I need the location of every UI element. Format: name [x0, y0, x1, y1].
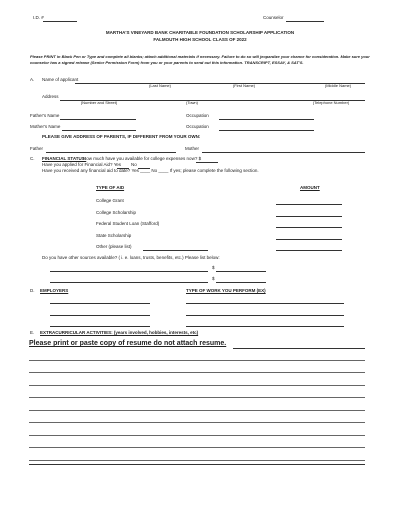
available-amount-field[interactable] — [196, 162, 218, 163]
activities-line-4[interactable] — [29, 397, 365, 398]
work-type-3-field[interactable] — [186, 326, 344, 327]
other-source-1-dollar: $ — [212, 265, 215, 270]
activities-line-6[interactable] — [29, 422, 365, 423]
parents-address-note: PLEASE GIVE ADDRESS OF PARENTS, IF DIFFERENT FROM YOUR OWN: — [42, 134, 201, 139]
other-source-1-amount-field[interactable] — [216, 271, 266, 272]
state-scholarship-amount-field[interactable] — [276, 239, 342, 240]
form-subtitle: FALMOUTH HIGH SCHOOL CLASS OF 2022 — [153, 37, 247, 42]
counselor-field[interactable] — [286, 21, 324, 22]
federal-loan-amount-field[interactable] — [276, 227, 342, 228]
other-source-2-amount-field[interactable] — [216, 282, 266, 283]
name-label: Name of applicant — [42, 77, 79, 82]
resume-note-line — [233, 348, 365, 349]
section-c-letter: C. — [30, 156, 35, 161]
number-street-caption: (Number and Street) — [80, 100, 118, 105]
other-aid-description-field[interactable] — [143, 250, 208, 251]
middle-name-caption: (Middle Name) — [324, 83, 352, 88]
father-occupation-field[interactable] — [219, 119, 314, 120]
father-occupation-label: Occupation — [186, 113, 209, 118]
id-field[interactable] — [43, 21, 77, 22]
instructions-line-2: counselor has a signed release (Senior Permission Form) from you or your parents to send out this information. TRANSCRIPT, ESSAY, & SAT'S. — [30, 60, 304, 65]
other-source-2-field[interactable] — [50, 282, 208, 283]
college-scholarship-amount-field[interactable] — [276, 216, 342, 217]
father-address-field[interactable] — [46, 152, 176, 153]
mother-address-field[interactable] — [202, 152, 365, 153]
aid-applied-no-label: No — [131, 162, 137, 167]
id-label: I.D. # — [33, 15, 44, 20]
other-source-1-field[interactable] — [50, 271, 208, 272]
activities-line-5[interactable] — [29, 410, 365, 411]
fathers-name-field[interactable] — [60, 119, 136, 120]
work-type-2-field[interactable] — [186, 315, 344, 316]
extracurricular-heading: EXTRACURRICULAR ACTIVITIES: (years involved, hobbies, interests, etc) — [40, 330, 199, 335]
fathers-name-label: Father's Name — [30, 113, 60, 118]
first-name-caption: (First Name) — [232, 83, 256, 88]
activities-line-2[interactable] — [29, 372, 365, 373]
mother-occupation-label: Occupation — [186, 124, 209, 129]
aid-type-other: Other (please list) — [96, 244, 132, 249]
type-of-work-header: TYPE OF WORK YOU PERFORM (EX) — [186, 288, 266, 293]
college-grant-amount-field[interactable] — [276, 204, 342, 205]
aid-type-college-scholarship: College Scholarship — [96, 210, 137, 215]
employer-1-field[interactable] — [50, 303, 150, 304]
mother-occupation-field[interactable] — [219, 130, 314, 131]
telephone-caption: (Telephone Number) — [312, 100, 350, 105]
financial-line-1: How much have you available for college expenses now? $ — [83, 156, 202, 161]
mothers-name-field[interactable] — [62, 130, 136, 131]
other-aid-amount-field[interactable] — [276, 250, 342, 251]
section-a-letter: A. — [30, 77, 35, 82]
mothers-name-label: Mother's Name — [30, 124, 61, 129]
financial-status-heading: FINANCIAL STATUS: — [42, 156, 87, 161]
work-type-1-field[interactable] — [186, 303, 344, 304]
address-label: Address — [42, 94, 59, 99]
last-name-caption: (Last Name) — [148, 83, 171, 88]
activities-line-3[interactable] — [29, 385, 365, 386]
instructions-line-1: Please PRINT in Black Pen or Type and complete all blanks; attach additional materials if necessary. Failure to do so will jeopardize your chance for consideration. Make sure your — [30, 54, 370, 59]
aid-type-state-scholarship: State Scholarship — [96, 233, 132, 238]
town-caption: (Town) — [185, 100, 198, 105]
activities-line-1[interactable] — [29, 360, 365, 361]
financial-aid-received-line: Have you received any financial aid to date? Yes ____ No ____ If yes; please complete the following section. — [42, 168, 259, 173]
resume-note: Please print or paste copy of resume do not attach resume. — [29, 340, 227, 347]
activities-line-9[interactable] — [29, 460, 365, 461]
amount-header: AMOUNT — [300, 185, 320, 190]
type-of-aid-header: TYPE OF AID — [96, 185, 125, 190]
activities-line-7[interactable] — [29, 435, 365, 436]
aid-type-college-grant: College Grant — [96, 198, 124, 203]
employer-2-field[interactable] — [50, 315, 150, 316]
bottom-rule — [29, 464, 365, 465]
other-sources-question: Do you have other sources available? ( i. e. loans, trusts, benefits, etc.) Please list below: — [42, 255, 220, 260]
other-source-2-dollar: $ — [212, 276, 215, 281]
father-address-label: Father — [30, 146, 44, 151]
mother-address-label: Mother — [185, 146, 200, 151]
financial-aid-applied-label: Have you applied for Financial Aid? Yes — [42, 162, 122, 167]
section-d-letter: D. — [30, 288, 35, 293]
counselor-label: Counselor — [263, 15, 284, 20]
employer-3-field[interactable] — [50, 326, 150, 327]
activities-line-8[interactable] — [29, 447, 365, 448]
aid-type-federal-loan: Federal Student Loan (Stafford) — [96, 221, 160, 226]
form-title: MARTHA'S VINEYARD BANK CHARITABLE FOUNDATION SCHOLARSHIP APPLICATION — [105, 30, 295, 35]
section-e-letter: E. — [30, 330, 35, 335]
employers-header: EMPLOYERS — [40, 288, 69, 293]
